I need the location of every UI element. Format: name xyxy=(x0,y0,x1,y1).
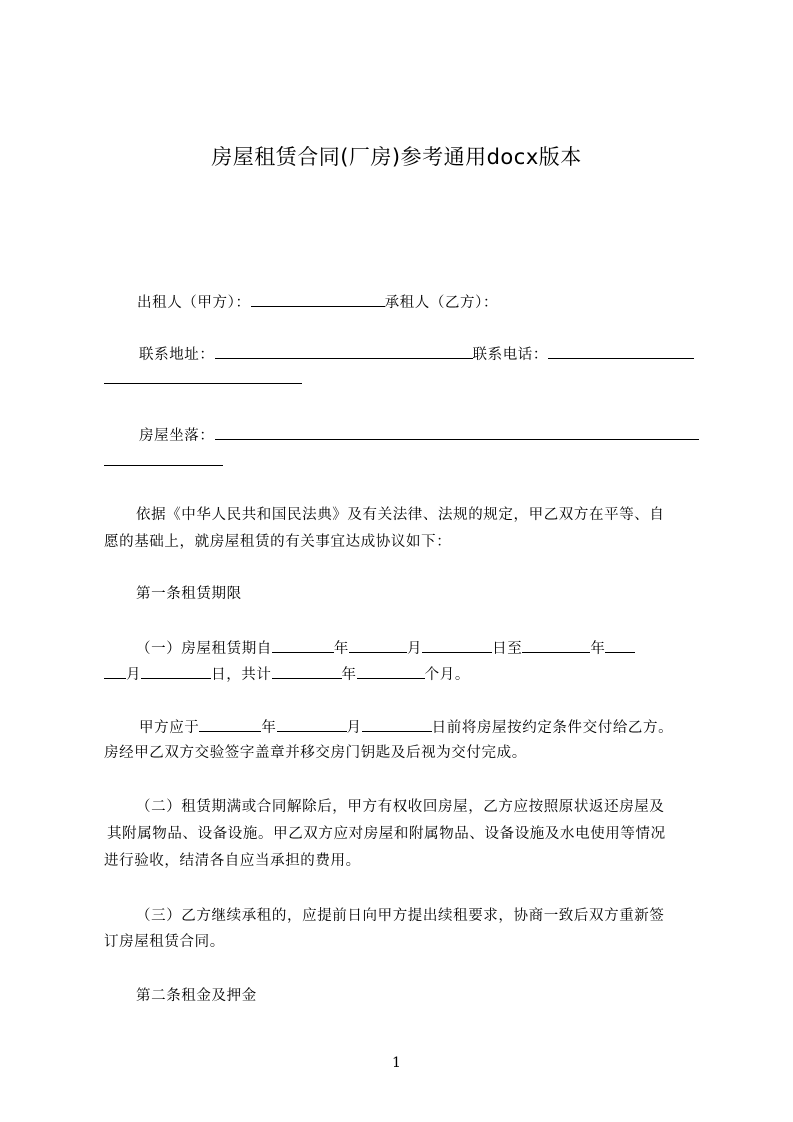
term-year-label: 年 xyxy=(333,641,350,657)
delivery-month-label: 月 xyxy=(346,720,362,736)
lessor-label: 出租人（甲方）： xyxy=(137,295,251,311)
delivery-suffix: 日前将房屋按约定条件交付给乙方。 xyxy=(431,720,674,736)
start-day-blank[interactable] xyxy=(422,638,492,653)
clause3-line-2: 订房屋租赁合同。 xyxy=(104,934,225,950)
end-month-blank-continued[interactable] xyxy=(104,664,126,679)
parties-line xyxy=(137,292,737,313)
article1-heading: 第一条租赁期限 xyxy=(136,586,242,602)
clause3-line-1: （三）乙方继续承租的，应提前日向甲方提出续租要求，协商一致后双方重新签 xyxy=(136,908,665,924)
article2-heading: 第二条租金及押金 xyxy=(136,988,257,1004)
delivery-prefix: 甲方应于 xyxy=(139,720,200,736)
total-years-label: 年 xyxy=(341,667,357,683)
phone-blank[interactable] xyxy=(548,344,694,359)
intro-line-2: 愿的基础上，就房屋租赁的有关事宜达成协议如下： xyxy=(104,534,452,550)
term-clause-line-1 xyxy=(136,638,736,659)
delivery-year-blank[interactable] xyxy=(199,717,261,732)
delivery-line-1 xyxy=(139,717,739,738)
location-line-continuation xyxy=(104,451,704,472)
page-number: 1 xyxy=(392,1055,401,1071)
end-month-blank[interactable] xyxy=(605,638,635,653)
delivery-line-2: 房经甲乙双方交验签字盖章并移交房门钥匙及后视为交付完成。 xyxy=(104,745,527,761)
clause2-line-3: 进行验收，结清各自应当承担的费用。 xyxy=(104,853,361,869)
intro-line-1: 依据《中华人民共和国民法典》及有关法律、法规的规定，甲乙双方在平等、自 xyxy=(136,507,665,523)
location-line xyxy=(139,425,739,446)
location-label: 房屋坐落： xyxy=(139,428,215,444)
document-title: 房屋租赁合同(厂房)参考通用docx版本 xyxy=(211,145,582,169)
delivery-day-blank[interactable] xyxy=(362,717,432,732)
contact-line xyxy=(139,344,739,365)
total-months-blank[interactable] xyxy=(357,664,425,679)
start-month-blank[interactable] xyxy=(349,638,407,653)
term-prefix: （一）房屋租赁期自 xyxy=(136,641,272,657)
term-end-year-label: 年 xyxy=(590,641,606,657)
total-years-blank[interactable] xyxy=(272,664,342,679)
lessee-label: 承租人（乙方）： xyxy=(384,295,499,311)
location-blank[interactable] xyxy=(215,425,699,440)
phone-label: 联系电话： xyxy=(472,347,548,363)
term-end-day-label: 日，共计 xyxy=(211,667,272,683)
end-year-blank[interactable] xyxy=(522,638,590,653)
total-months-label: 个月。 xyxy=(424,667,470,683)
address-label: 联系地址： xyxy=(139,347,215,363)
lessor-blank[interactable] xyxy=(251,292,385,307)
clause2-line-2: 其附属物品、设备设施。甲乙双方应对房屋和附属物品、设备设施及水电使用等情况 xyxy=(107,826,666,842)
term-month-label: 月 xyxy=(407,641,423,657)
location-blank-continued[interactable] xyxy=(104,451,223,466)
delivery-month-blank[interactable] xyxy=(277,717,347,732)
contact-line-continuation xyxy=(104,369,704,390)
end-day-blank[interactable] xyxy=(141,664,211,679)
term-end-month-label: 月 xyxy=(126,667,142,683)
phone-blank-continued[interactable] xyxy=(104,369,302,384)
address-blank[interactable] xyxy=(215,344,473,359)
delivery-year-label: 年 xyxy=(261,720,277,736)
term-day-label: 日至 xyxy=(492,641,523,657)
term-clause-line-2 xyxy=(104,664,704,685)
start-year-blank[interactable] xyxy=(272,638,334,653)
clause2-line-1: （二）租赁期满或合同解除后，甲方有权收回房屋，乙方应按照原状返还房屋及 xyxy=(136,799,665,815)
